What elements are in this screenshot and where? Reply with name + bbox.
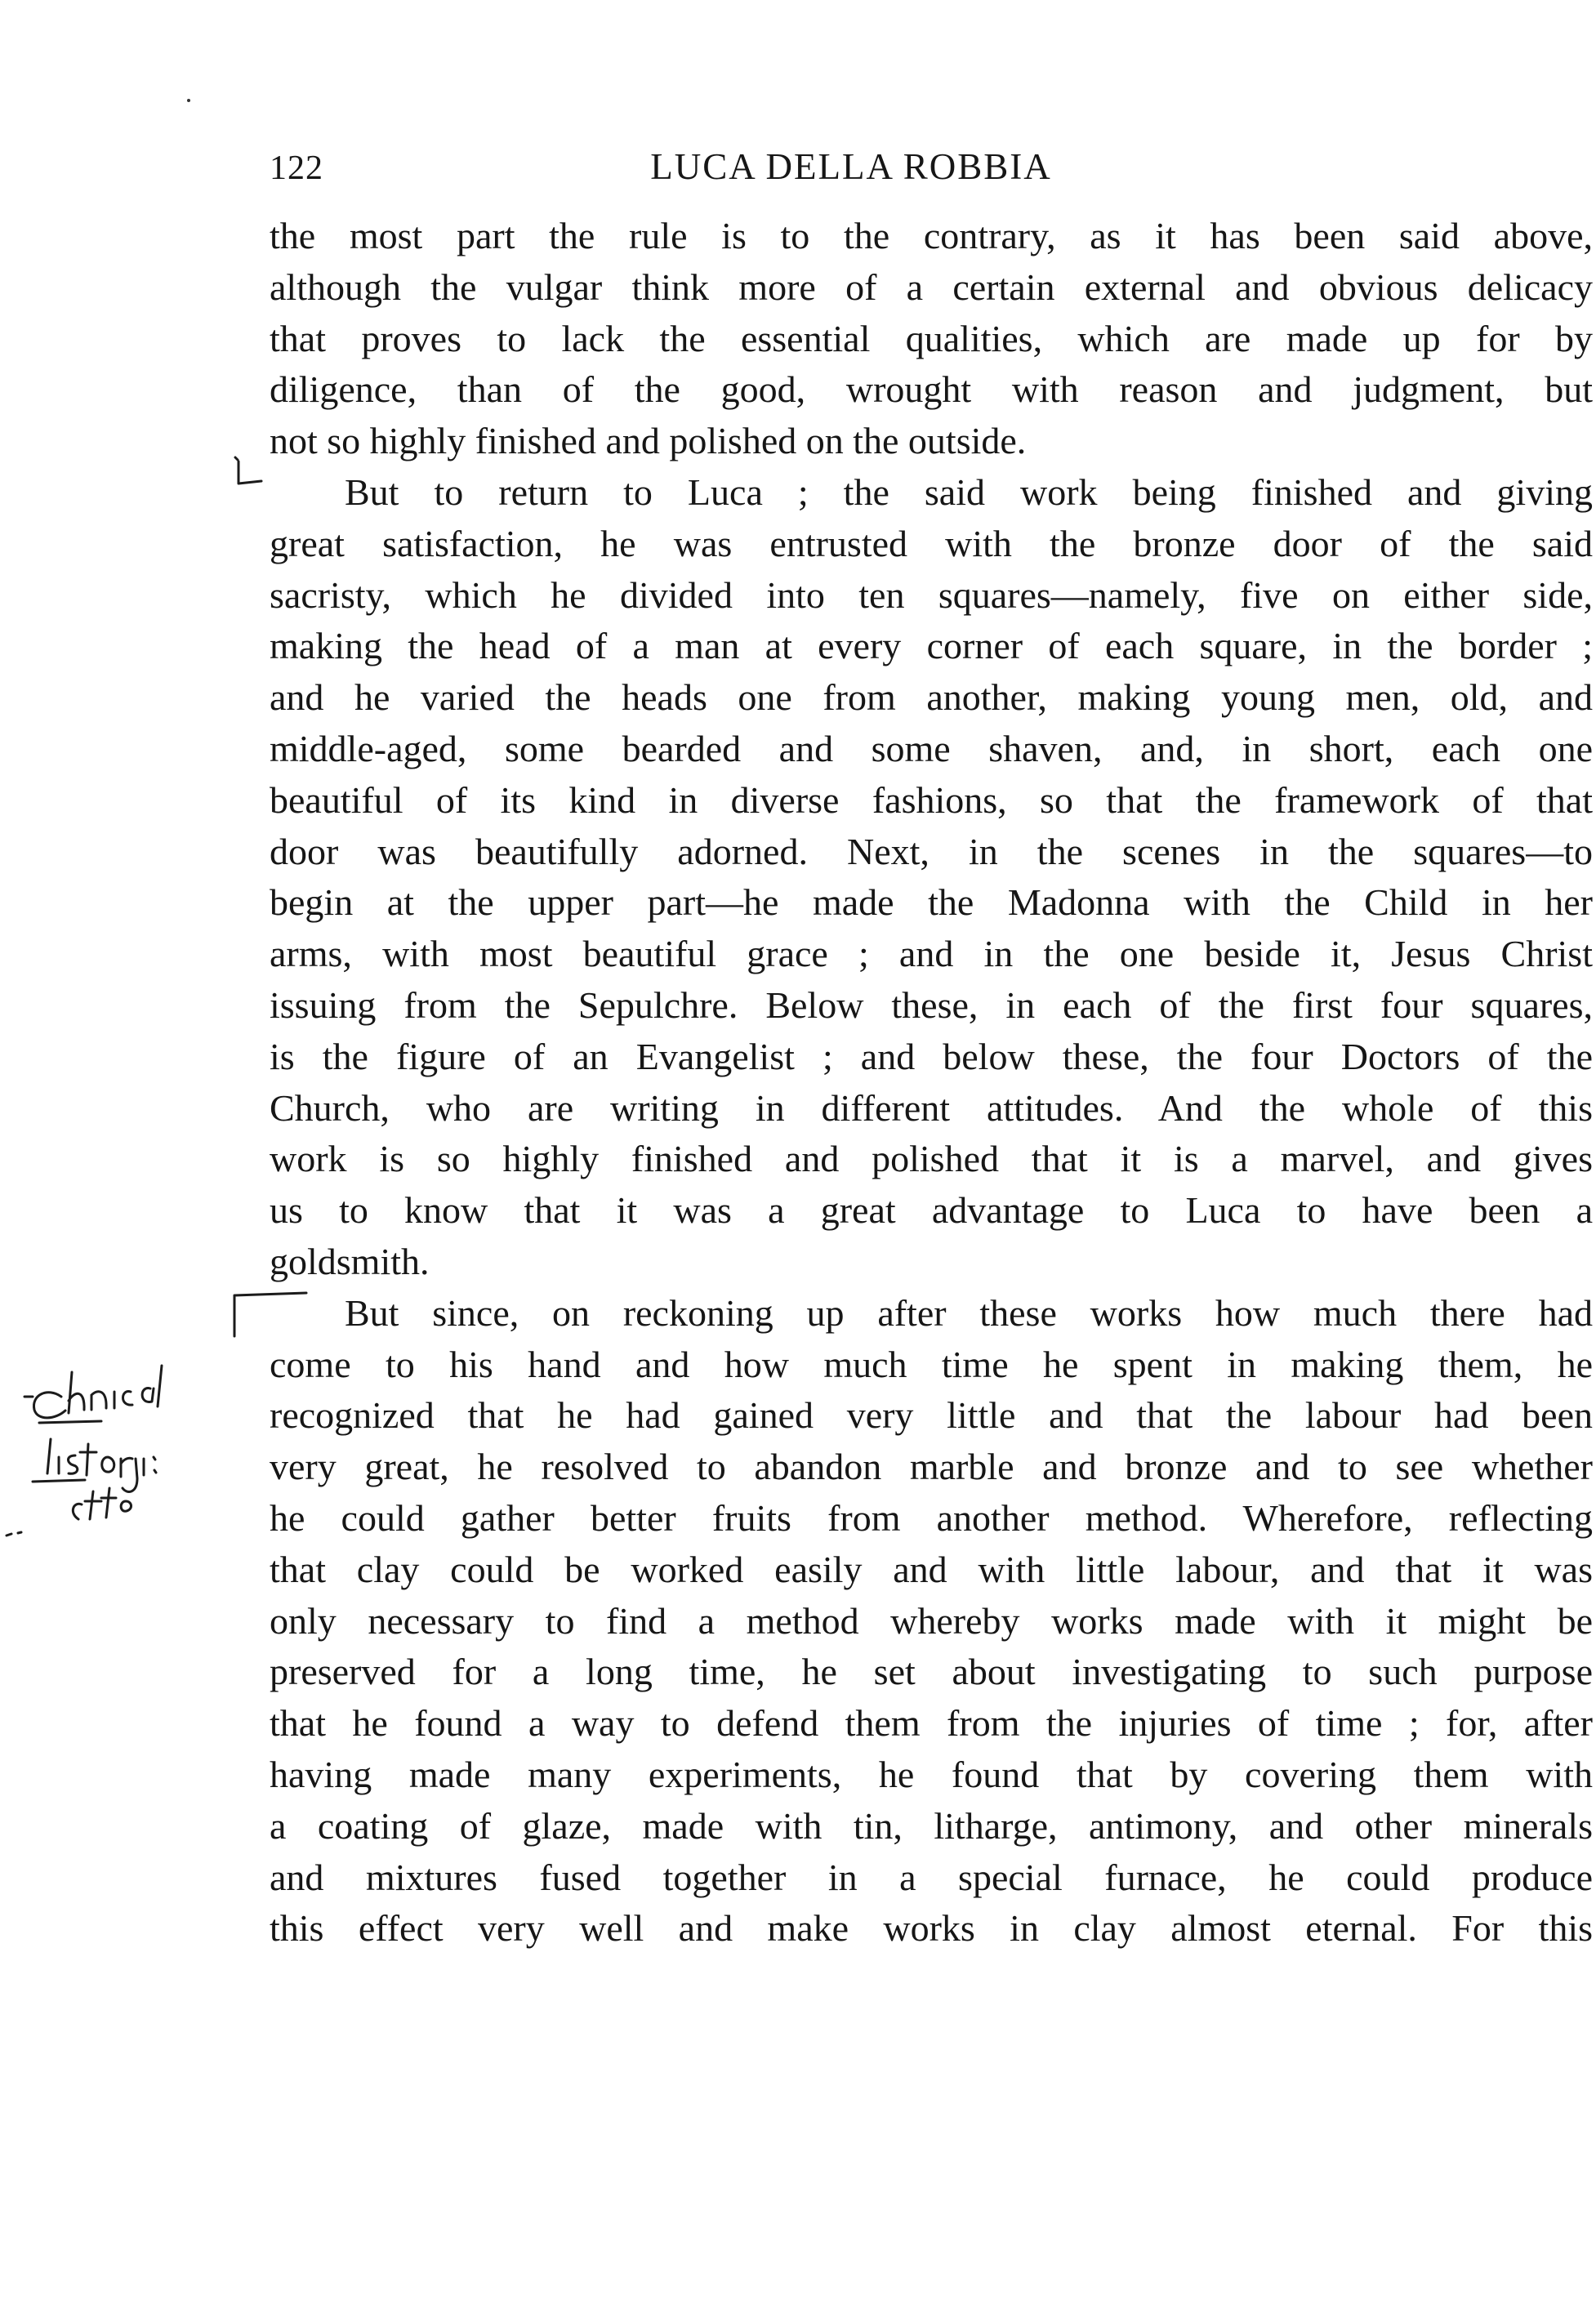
text-line: But since, on reckoning up after these works how much there had [345, 1291, 1593, 1334]
text-line: recognized that he had gained very little and that the labour had been [270, 1394, 1593, 1437]
paragraph [270, 1288, 1593, 1955]
page-number: 122 [270, 149, 323, 187]
text-line: door was beautifully adorned. Next, in the scenes in the squares—to [270, 830, 1593, 872]
text-line: making the head of a man at every corner of each square, in the border ; [270, 625, 1593, 667]
text-line: he could gather better fruits from another method. Wherefore, reflecting [270, 1496, 1593, 1539]
text-line: that he found a way to defend them from the injuries of time ; for, after [270, 1702, 1593, 1745]
text-line: very great, he resolved to abandon marble and bronze and to see whether [270, 1446, 1593, 1488]
text-line: that proves to lack the essential qualities, which are made up for by [270, 317, 1593, 359]
text-line: But to return to Luca ; the said work being finished and giving [345, 470, 1593, 513]
text-line: only necessary to find a method whereby works made with it might be [270, 1599, 1593, 1642]
text-line: work is so highly finished and polished that it is a marvel, and gives [270, 1138, 1593, 1180]
text-line: and he varied the heads one from another, making young men, old, and [270, 676, 1593, 719]
text-line: and mixtures fused together in a special furnace, he could produce [270, 1856, 1593, 1898]
running-title: LUCA DELLA ROBBIA [650, 146, 1052, 187]
text-line: having made many experiments, he found that by covering them with [270, 1753, 1593, 1795]
text-line: preserved for a long time, he set about investigating to such purpose [270, 1651, 1593, 1693]
text-line: middle-aged, some bearded and some shaven, and, in short, each one [270, 727, 1593, 769]
closing-bracket-mark [235, 457, 261, 484]
text-line: diligence, than of the good, wrought with reason and judgment, but [270, 368, 1593, 411]
text-line: issuing from the Sepulchre. Below these, in each of the first four squares, [270, 983, 1593, 1026]
text-line: that clay could be worked easily and with little labour, and that it was [270, 1548, 1593, 1590]
ink-speck [187, 99, 190, 102]
text-line: begin at the upper part—he made the Madonna with the Child in her [270, 881, 1593, 924]
text-line: a coating of glaze, made with tin, litharge, antimony, and other minerals [270, 1804, 1593, 1847]
text-line: goldsmith. [270, 1240, 430, 1282]
text-line: Church, who are writing in different attitudes. And the whole of this [270, 1086, 1593, 1129]
margin-handwriting [7, 1366, 162, 1536]
text-line: the most part the rule is to the contrary, as it has been said above, [270, 215, 1593, 256]
text-line: this effect very well and make works in clay almost eternal. For this [270, 1907, 1593, 1950]
text-line: not so highly finished and polished on the outside. [270, 420, 1027, 462]
paragraph [270, 467, 1593, 1288]
paragraph [270, 211, 1593, 467]
text-line: arms, with most beautiful grace ; and in the one beside it, Jesus Christ [270, 933, 1593, 975]
body-text [270, 211, 1593, 1955]
text-line: us to know that it was a great advantage to Luca to have been a [270, 1189, 1593, 1232]
text-line: beautiful of its kind in diverse fashions, so that the framework of that [270, 778, 1593, 821]
text-line: is the figure of an Evangelist ; and below these, the four Doctors of the [270, 1035, 1593, 1077]
text-line: although the vulgar think more of a certain external and obvious delicacy [270, 265, 1593, 308]
text-line: sacristy, which he divided into ten squares—namely, five on either side, [270, 573, 1593, 616]
text-line: great satisfaction, he was entrusted with the bronze door of the said [270, 522, 1593, 564]
text-line: come to his hand and how much time he spent in making them, he [270, 1343, 1593, 1385]
